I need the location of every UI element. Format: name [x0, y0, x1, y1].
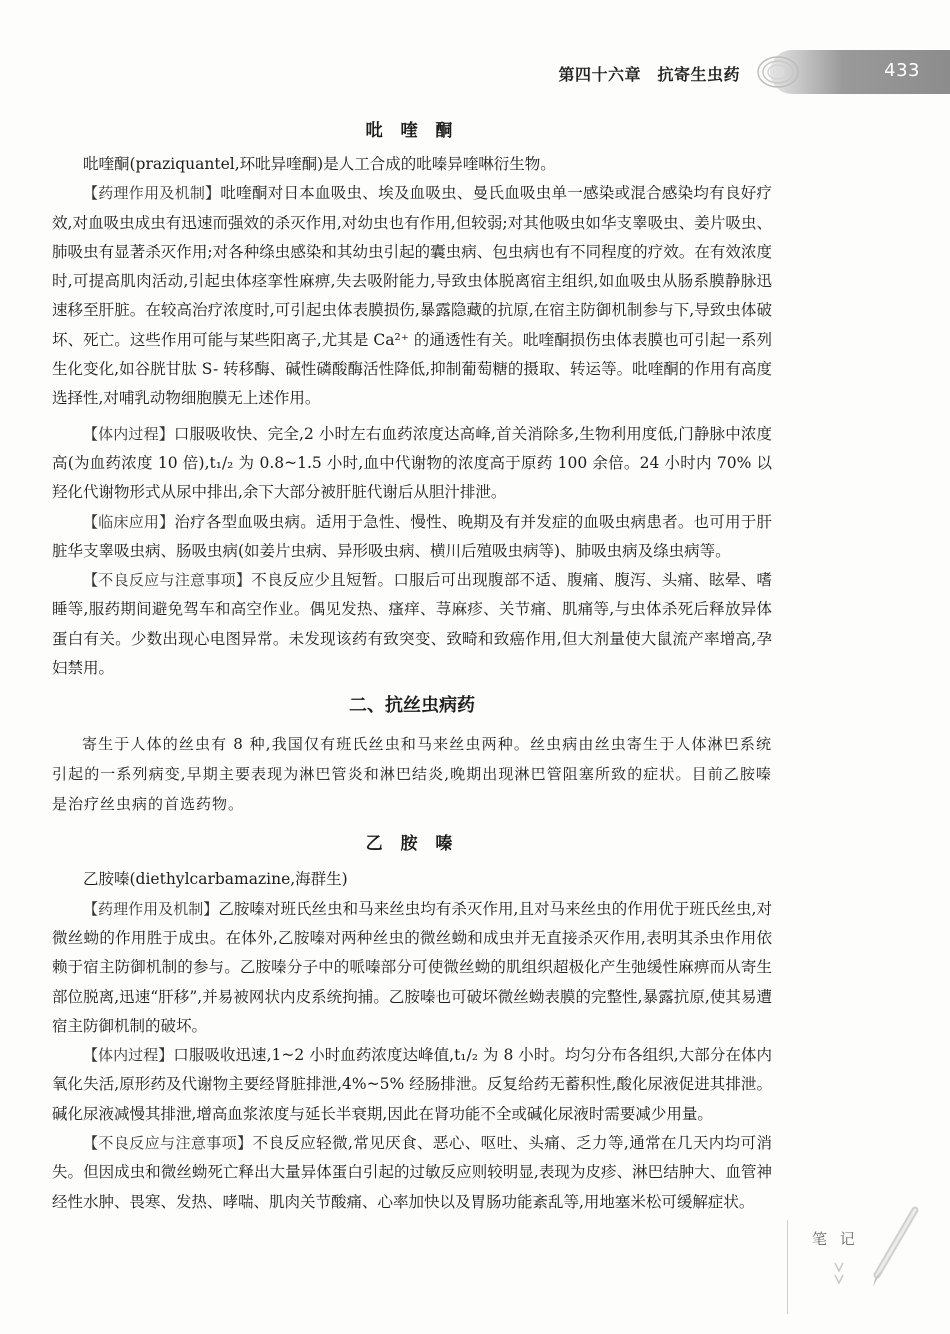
diethylcarbamazine-pharmacology — [52, 895, 772, 1041]
pharmacokinetics-text: 口服吸收快、完全,2 小时左右血药浓度达高峰,首关消除多,生物利用度低,门静脉中浓度高(为血药浓度 10 倍),t₁/₂ 为 0.8~1.5 小时,血中代谢物的浓度高于原药 100 余倍。24 小时内 70% 以羟化代谢物形式从尿中排出,余下大部分被肝脏代谢后从胆汁排泄。 — [52, 424, 772, 502]
section-title-antifilarial: 二、抗丝虫病药 — [349, 695, 475, 717]
pharmacokinetics-tag: 【体内过程】 — [83, 1046, 174, 1065]
praziquantel-adverse-reactions — [52, 566, 772, 683]
pharmacokinetics-tag: 【体内过程】 — [83, 424, 174, 443]
adverse-reactions-text: 不良反应少且短暂。口服后可出现腹部不适、腹痛、腹泻、头痛、眩晕、嗜睡等,服药期间避免驾车和高空作业。偶见发热、瘙痒、荨麻疹、关节痛、肌痛等,与虫体杀死后释放异体蛋白有关。少数出现心电图异常。未发现该药有致突变、致畸和致癌作用,但大剂量使大鼠流产率增高,孕妇禁用。 — [52, 571, 772, 678]
page-header — [0, 50, 950, 94]
swirl-ornament-icon — [756, 52, 800, 92]
adverse-reactions-text: 不良反应轻微,常见厌食、恶心、呕吐、头痛、乏力等,通常在几天内均可消失。但因成虫和微丝蚴死亡释出大量异体蛋白引起的过敏反应则较明显,表现为皮疹、淋巴结肿大、血管神经性水肿、畏寒、发热、哮喘、肌肉关节酸痛、心率加快以及胃肠功能紊乱等,用地塞米松可缓解症状。 — [52, 1134, 772, 1211]
pharmacology-text: 乙胺嗪对班氏丝虫和马来丝虫均有杀灭作用,且对马来丝虫的作用优于班氏丝虫,对微丝蚴的作用胜于成虫。在体外,乙胺嗪对两种丝虫的微丝蚴和成虫并无直接杀灭作用,表明其杀虫作用依赖于宿主防御机制的参与。乙胺嗪分子中的哌嗪部分可使微丝蚴的肌组织超极化产生弛缓性麻痹而从寄生部位脱离,迅速“肝移”,并易被网状内皮系统拘捕。乙胺嗪也可破坏微丝蚴表膜的完整性,暴露抗原,使其易遭宿主防御机制的破坏。 — [52, 899, 772, 1035]
diethylcarbamazine-intro: 乙胺嗪(diethylcarbamazine,海群生) — [83, 870, 348, 889]
pharmacology-tag: 【药理作用及机制】 — [83, 899, 219, 918]
pharmacology-text: 吡喹酮对日本血吸虫、埃及血吸虫、曼氏血吸虫单一感染或混合感染均有良好疗效,对血吸虫成虫有迅速而强效的杀灭作用,对幼虫也有作用,但较弱;对其他吸虫如华支睾吸虫、姜片吸虫、肺吸虫有显著杀灭作用;对各种绦虫感染和其幼虫引起的囊虫病、包虫病也有不同程度的疗效。在有效浓度时,可提高肌肉活动,引起虫体痉挛性麻痹,失去吸附能力,导致虫体脱离宿主组织,如血吸虫从肠系膜静脉迅速移至肝脏。在较高治疗浓度时,可引起虫体表膜损伤,暴露隐藏的抗原,在宿主防御机制参与下,导致虫体破坏、死亡。这些作用可能与某些阳离子,尤其是 Ca²⁺ 的通透性有关。吡喹酮损伤虫体表膜也可引起一系列生化变化,如谷胱甘肽 S- 转移酶、碱性磷酸酶活性降低,抑制葡萄糖的摄取、转运等。吡喹酮的作用有高度选择性,对哺乳动物细胞膜无上述作用。 — [52, 184, 772, 408]
antifilarial-intro: 寄生于人体的丝虫有 8 种,我国仅有班氏丝虫和马来丝虫两种。丝虫病由丝虫寄生于人体淋巴系统引起的一系列病变,早期主要表现为淋巴管炎和淋巴结炎,晚期出现淋巴管阻塞所致的症状。目前乙胺嗪是治疗丝虫病的首选药物。 — [52, 735, 772, 814]
clinical-use-text: 治疗各型血吸虫病。适用于急性、慢性、晚期及有并发症的血吸虫病患者。也可用于肝脏华支睾吸虫病、肠吸虫病(如姜片虫病、异形吸虫病、横川后殖吸虫病等)、肺吸虫病及绦虫病等。 — [52, 512, 772, 560]
page-content — [52, 116, 772, 1217]
notes-label: 笔 记 — [812, 1230, 859, 1248]
praziquantel-pharmacokinetics — [52, 420, 772, 508]
section-title-praziquantel: 吡 喹 酮 — [365, 121, 459, 141]
pencil-icon — [825, 1205, 925, 1295]
pharmacokinetics-text: 口服吸收迅速,1~2 小时血药浓度达峰值,t₁/₂ 为 8 小时。均匀分布各组织,大部分在体内氧化失活,原形药及代谢物主要经肾脏排泄,4%~5% 经肠排泄。反复给药无蓄积性,酸化尿液促进其排泄。碱化尿液减慢其排泄,增高血浆浓度与延长半衰期,因此在肾功能不全或碱化尿液时需要减少用量。 — [52, 1046, 772, 1123]
adverse-reactions-tag: 【不良反应与注意事项】 — [83, 1134, 253, 1153]
praziquantel-clinical-use — [52, 508, 772, 567]
diethylcarbamazine-pharmacokinetics — [52, 1041, 772, 1129]
clinical-use-tag: 【临床应用】 — [83, 512, 175, 531]
pharmacology-tag: 【药理作用及机制】 — [83, 184, 221, 203]
chapter-title: 第四十六章 抗寄生虫药 — [558, 65, 740, 84]
adverse-reactions-tag: 【不良反应与注意事项】 — [83, 571, 252, 590]
praziquantel-pharmacology — [52, 179, 772, 413]
section-title-diethylcarbamazine: 乙 胺 嗪 — [365, 834, 459, 855]
diethylcarbamazine-adverse-reactions — [52, 1129, 772, 1217]
page-number: 433 — [884, 60, 920, 81]
margin-divider — [787, 1220, 788, 1314]
praziquantel-intro: 吡喹酮(praziquantel,环吡异喹酮)是人工合成的吡嗪异喹啉衍生物。 — [83, 155, 556, 173]
